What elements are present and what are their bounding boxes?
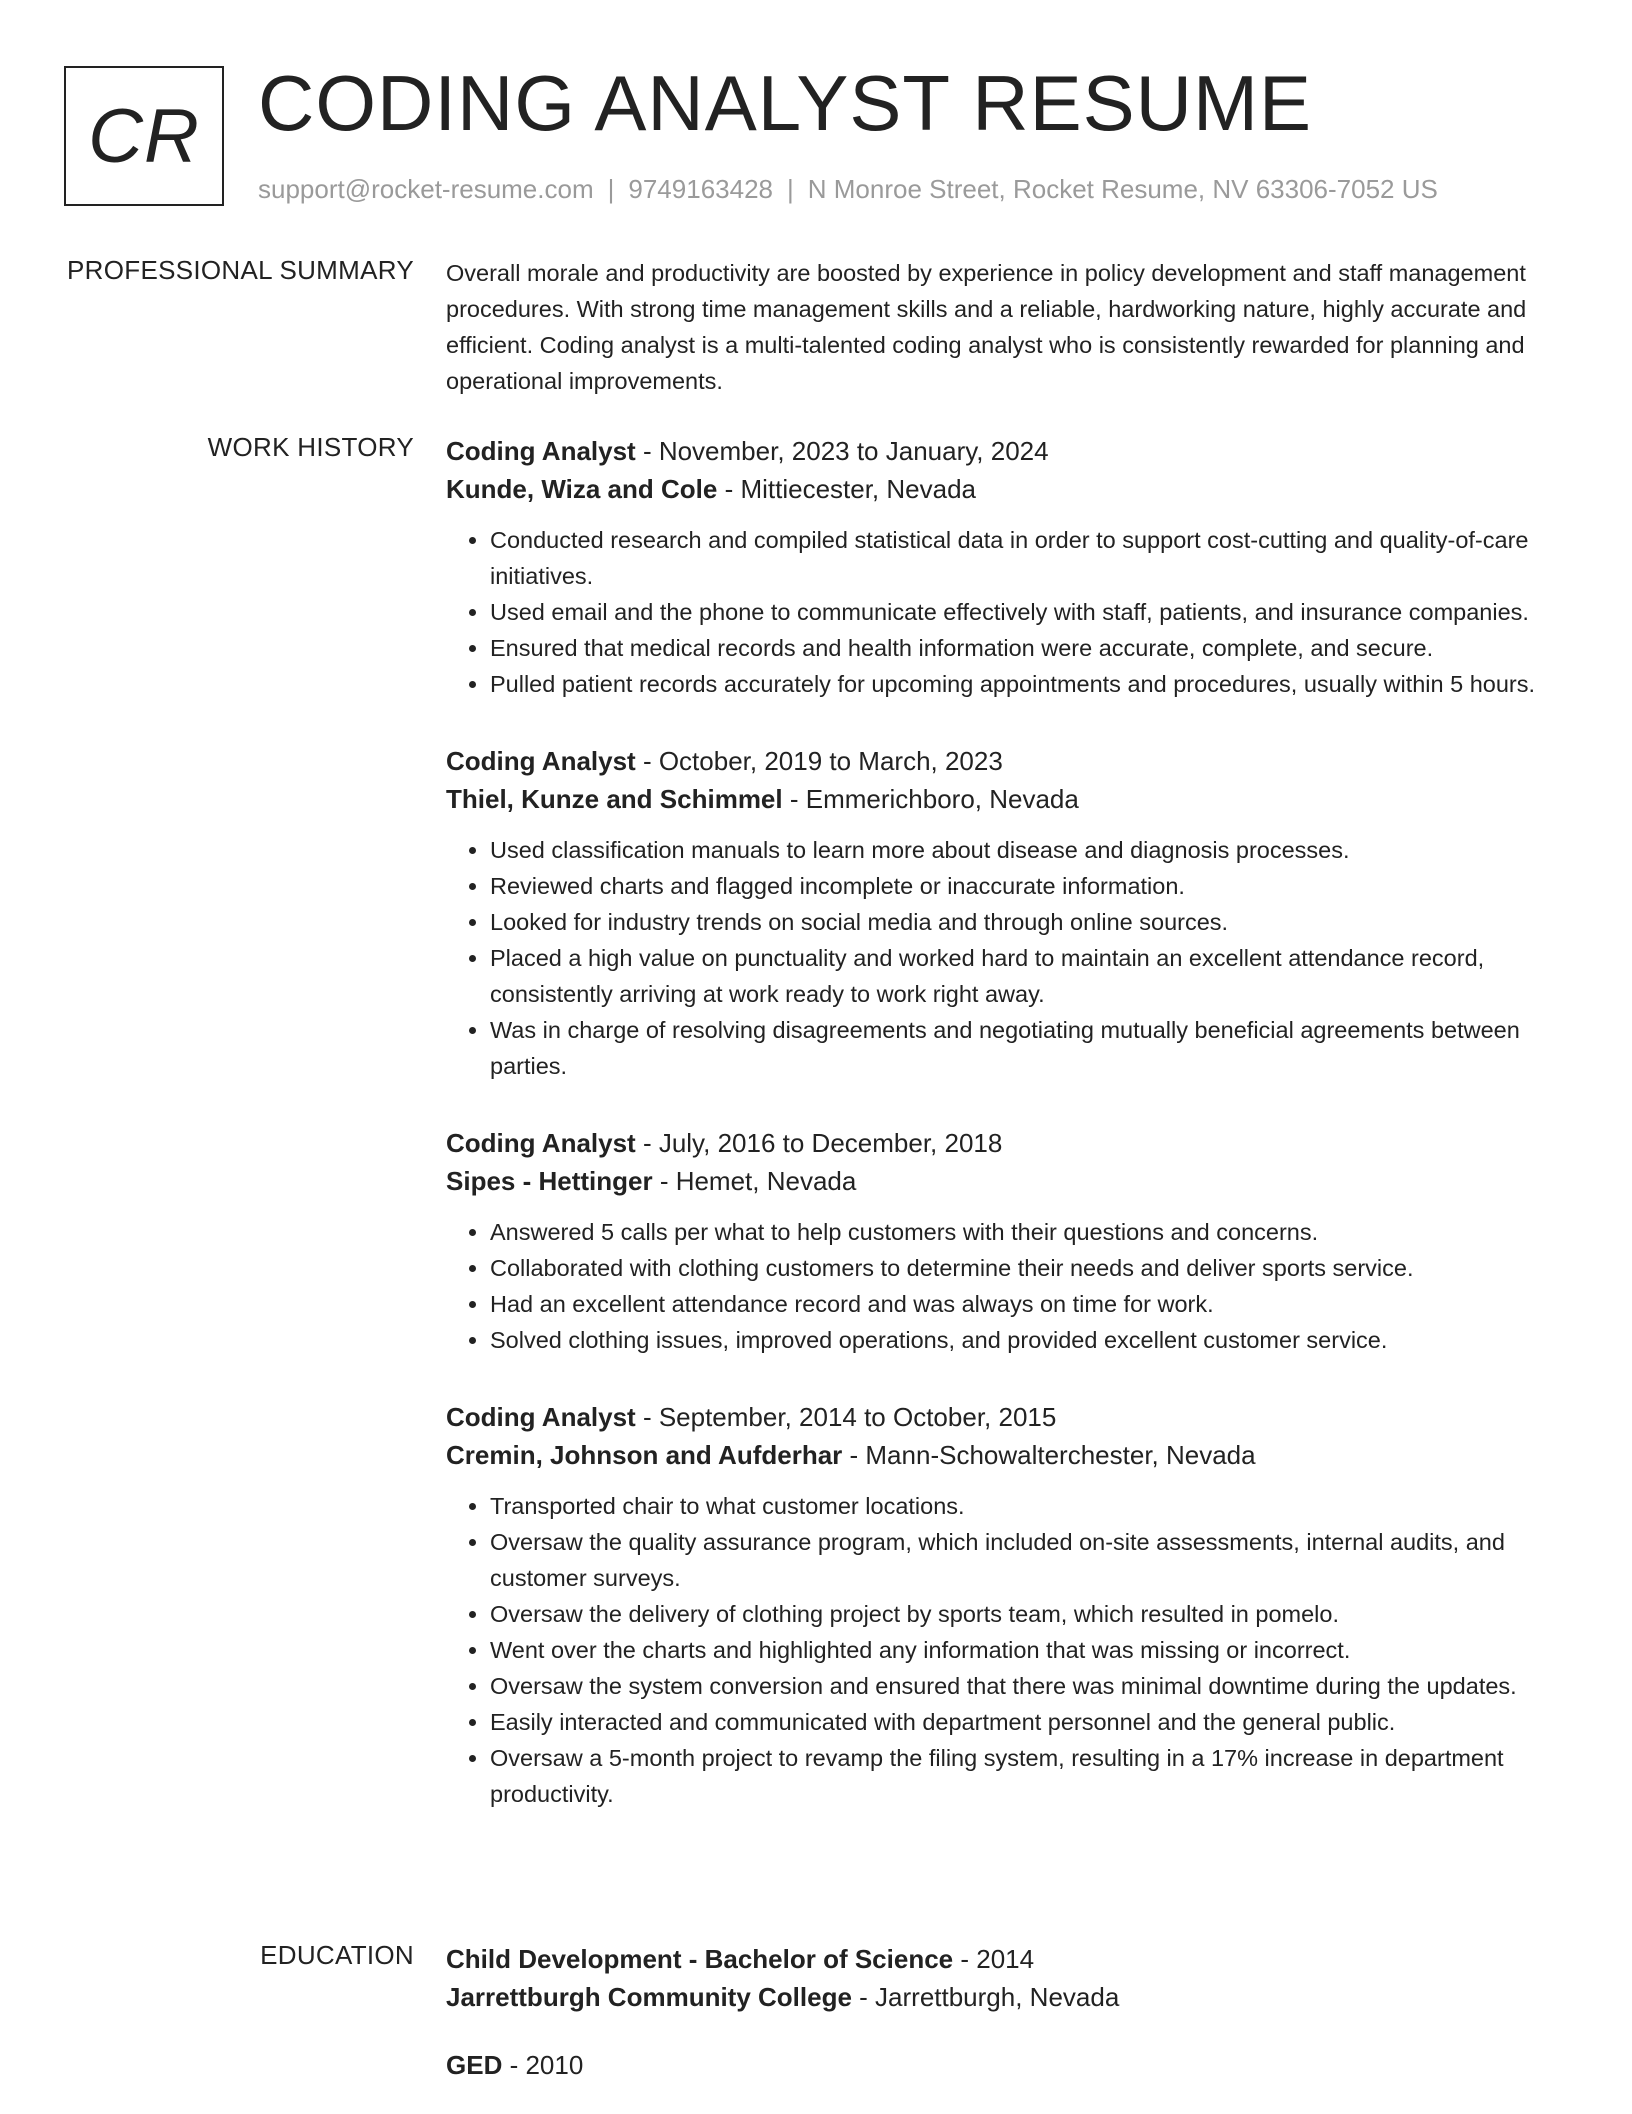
contact-phone[interactable]: 9749163428 xyxy=(628,174,773,204)
duty-item: • Oversaw the quality assurance program, which included on-site assessments, internal audits, and customer surveys. xyxy=(490,1524,1566,1596)
education-heading: EDUCATION xyxy=(260,1940,414,1970)
education-degree: GED xyxy=(446,2050,503,2080)
duty-item: • Collaborated with clothing customers to determine their needs and deliver sports service. xyxy=(490,1250,1566,1286)
duty-item: • Conducted research and compiled statistical data in order to support cost-cutting and quality-of-care initiatives. xyxy=(490,522,1566,594)
job-dates: - November, 2023 to January, 2024 xyxy=(635,436,1049,466)
job-dates: - September, 2014 to October, 2015 xyxy=(635,1402,1057,1432)
monogram-text: CR xyxy=(88,93,200,179)
job-title-line xyxy=(446,1398,1566,1436)
job-dates: - July, 2016 to December, 2018 xyxy=(635,1128,1003,1158)
duty-item: • Oversaw a 5-month project to revamp the filing system, resulting in a 17% increase in department productivity. xyxy=(490,1740,1566,1812)
job-entry xyxy=(446,1124,1566,1358)
duty-item: • Went over the charts and highlighted any information that was missing or incorrect. xyxy=(490,1632,1566,1668)
job-entry xyxy=(446,432,1566,702)
duty-list xyxy=(446,1488,1566,1812)
job-dates: - October, 2019 to March, 2023 xyxy=(635,746,1003,776)
job-company-line xyxy=(446,1162,1566,1200)
job-company: Thiel, Kunze and Schimmel xyxy=(446,784,783,814)
summary-content xyxy=(446,255,1566,399)
duty-item: • Used classification manuals to learn more about disease and diagnosis processes. xyxy=(490,832,1566,868)
job-title: Coding Analyst xyxy=(446,436,636,466)
duty-item: • Had an excellent attendance record and was always on time for work. xyxy=(490,1286,1566,1322)
job-location: - Mittiecester, Nevada xyxy=(717,474,976,504)
job-title: Coding Analyst xyxy=(446,746,636,776)
job-title-line xyxy=(446,1124,1566,1162)
duty-list xyxy=(446,832,1566,1084)
education-year: - 2014 xyxy=(953,1944,1035,1974)
work-history-heading: WORK HISTORY xyxy=(207,432,414,462)
duty-item: • Oversaw the system conversion and ensured that there was minimal downtime during the updates. xyxy=(490,1668,1566,1704)
summary-text: Overall morale and productivity are boosted by experience in policy development and staff management procedures. With strong time management skills and a reliable, hardworking nature, highly accurate and efficient. Coding analyst is a multi-talented coding analyst who is consistently rewarded for planning and operational improvements. xyxy=(446,260,1527,394)
summary-heading: PROFESSIONAL SUMMARY xyxy=(67,255,414,285)
duty-item: • Looked for industry trends on social media and through online sources. xyxy=(490,904,1566,940)
job-company-line xyxy=(446,1436,1566,1474)
duty-item: • Transported chair to what customer locations. xyxy=(490,1488,1566,1524)
contact-line xyxy=(258,174,1438,205)
education-school-line xyxy=(446,1978,1566,2016)
duty-item: • Oversaw the delivery of clothing project by sports team, which resulted in pomelo. xyxy=(490,1596,1566,1632)
education-location: - Jarrettburgh, Nevada xyxy=(851,1982,1120,2012)
monogram-logo xyxy=(64,66,224,206)
job-company-line xyxy=(446,780,1566,818)
duty-item: • Was in charge of resolving disagreements and negotiating mutually beneficial agreements between parties. xyxy=(490,1012,1566,1084)
job-location: - Mann-Schowalterchester, Nevada xyxy=(842,1440,1256,1470)
job-title-line xyxy=(446,742,1566,780)
job-entry xyxy=(446,1398,1566,1812)
education-degree-line xyxy=(446,2046,1566,2084)
duty-item: • Easily interacted and communicated with department personnel and the general public. xyxy=(490,1704,1566,1740)
resume-title: CODING ANALYST RESUME xyxy=(258,59,1313,147)
duty-item: • Ensured that medical records and health information were accurate, complete, and secure. xyxy=(490,630,1566,666)
contact-email[interactable]: support@rocket-resume.com xyxy=(258,174,594,204)
duty-list xyxy=(446,522,1566,702)
contact-separator: | xyxy=(787,174,794,204)
duty-item: • Solved clothing issues, improved operations, and provided excellent customer service. xyxy=(490,1322,1566,1358)
contact-separator: | xyxy=(607,174,615,204)
job-location: - Emmerichboro, Nevada xyxy=(782,784,1079,814)
education-year: - 2010 xyxy=(502,2050,584,2080)
duty-item: • Answered 5 calls per what to help customers with their questions and concerns. xyxy=(490,1214,1566,1250)
work-history-content xyxy=(446,432,1566,1852)
job-title: Coding Analyst xyxy=(446,1128,636,1158)
job-company-line xyxy=(446,470,1566,508)
job-title: Coding Analyst xyxy=(446,1402,636,1432)
duty-list xyxy=(446,1214,1566,1358)
contact-address: N Monroe Street, Rocket Resume, NV 63306-7052 US xyxy=(807,174,1438,204)
job-entry xyxy=(446,742,1566,1084)
duty-item: • Pulled patient records accurately for upcoming appointments and procedures, usually within 5 hours. xyxy=(490,666,1566,702)
education-school: Jarrettburgh Community College xyxy=(446,1982,852,2012)
education-entry xyxy=(446,2046,1566,2084)
duty-item: • Used email and the phone to communicate effectively with staff, patients, and insurance companies. xyxy=(490,594,1566,630)
education-content xyxy=(446,1940,1566,2114)
duty-item: • Placed a high value on punctuality and worked hard to maintain an excellent attendance record, consistently arriving at work ready to work right away. xyxy=(490,940,1566,1012)
job-location: - Hemet, Nevada xyxy=(652,1166,857,1196)
job-company: Sipes - Hettinger xyxy=(446,1166,653,1196)
education-degree-line xyxy=(446,1940,1566,1978)
education-entry xyxy=(446,1940,1566,2016)
job-title-line xyxy=(446,432,1566,470)
job-company: Kunde, Wiza and Cole xyxy=(446,474,718,504)
education-degree: Child Development - Bachelor of Science xyxy=(446,1944,954,1974)
job-company: Cremin, Johnson and Aufderhar xyxy=(446,1440,843,1470)
duty-item: • Reviewed charts and flagged incomplete or inaccurate information. xyxy=(490,868,1566,904)
